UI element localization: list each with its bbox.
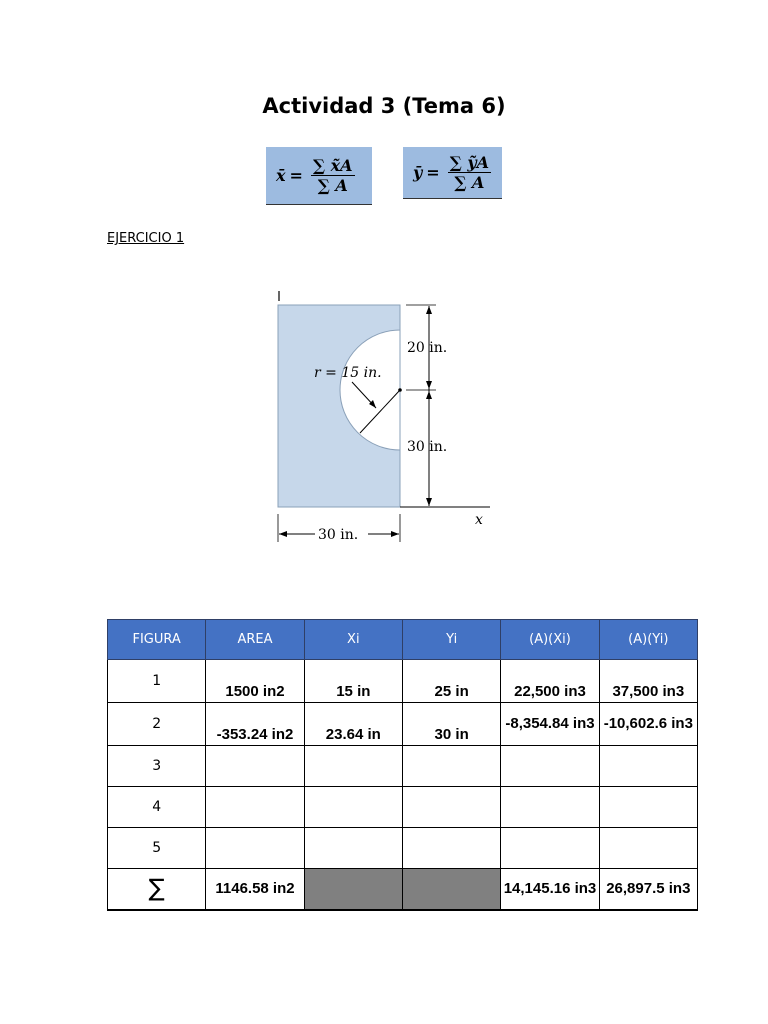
cell-area: 1500 in2 (206, 660, 304, 703)
exercise-heading: EJERCICIO 1 (107, 231, 185, 246)
table-row (108, 787, 698, 828)
shape-diagram (268, 288, 508, 548)
header-xi: Xi (304, 620, 402, 660)
cell-yi (402, 787, 500, 828)
centroid-table (107, 619, 698, 911)
cell-xi: 23.64 in (304, 703, 402, 746)
arrow-bottom (426, 498, 432, 506)
centroid-y-formula (403, 147, 502, 199)
arrow-left (279, 531, 287, 537)
cell-area (206, 787, 304, 828)
table-row (108, 703, 698, 746)
cell-ayi: -10,602.6 in3 (599, 703, 697, 746)
cell-area: -353.24 in2 (206, 703, 304, 746)
formula-y-numerator: ∑ ỹA (449, 153, 490, 172)
arrow-mid-up (426, 381, 432, 389)
formula-x-fraction (311, 156, 355, 195)
formula-x-numerator: ∑ x̃A (312, 156, 353, 175)
sum-ayi: 26,897.5 in3 (599, 869, 697, 911)
cell-area (206, 746, 304, 787)
cell-ayi (599, 746, 697, 787)
sum-axi: 14,145.16 in3 (501, 869, 599, 911)
radius-label: r = 15 in. (314, 365, 382, 381)
formula-y-fraction (448, 153, 491, 192)
row-index: 1 (108, 660, 206, 703)
sum-row (108, 869, 698, 911)
formula-x-eq: = (289, 166, 303, 185)
arrow-mid-down (426, 391, 432, 399)
header-yi: Yi (402, 620, 500, 660)
cell-yi: 25 in (402, 660, 500, 703)
dim-width-label: 30 in. (318, 527, 359, 543)
formula-y-eq: = (426, 163, 440, 182)
cell-ayi (599, 787, 697, 828)
cell-xi (304, 746, 402, 787)
cell-axi: -8,354.84 in3 (501, 703, 599, 746)
cell-axi (501, 787, 599, 828)
cell-yi: 30 in (402, 703, 500, 746)
cell-yi (402, 828, 500, 869)
plate-shape (278, 305, 400, 507)
cell-axi (501, 746, 599, 787)
row-index: 4 (108, 787, 206, 828)
formula-y-lhs: ȳ (413, 163, 423, 182)
cell-xi (304, 787, 402, 828)
sigma-symbol: ∑ (108, 869, 206, 911)
header-ayi: (A)(Yi) (599, 620, 697, 660)
row-index: 5 (108, 828, 206, 869)
formula-y-denominator: ∑ A (454, 173, 485, 192)
sum-yi-shaded (402, 869, 500, 911)
header-axi: (A)(Xi) (501, 620, 599, 660)
arrow-top (426, 306, 432, 314)
table-row (108, 746, 698, 787)
row-index: 2 (108, 703, 206, 746)
centroid-x-formula (266, 147, 372, 205)
cell-yi (402, 746, 500, 787)
row-index: 3 (108, 746, 206, 787)
formula-x-denominator: ∑ A (317, 176, 348, 195)
cell-xi: 15 in (304, 660, 402, 703)
cell-ayi (599, 828, 697, 869)
cell-axi: 22,500 in3 (501, 660, 599, 703)
cell-ayi: 37,500 in3 (599, 660, 697, 703)
cell-area (206, 828, 304, 869)
header-area: AREA (206, 620, 304, 660)
sum-xi-shaded (304, 869, 402, 911)
header-figura: FIGURA (108, 620, 206, 660)
cell-xi (304, 828, 402, 869)
arrow-right (391, 531, 399, 537)
sum-area: 1146.58 in2 (206, 869, 304, 911)
formula-x-lhs: x̄ (276, 166, 286, 185)
dim-top-label: 20 in. (407, 340, 448, 356)
dim-bottom-label: 30 in. (407, 439, 448, 455)
x-axis-label: x (475, 512, 483, 528)
table-row (108, 828, 698, 869)
table-header-row (108, 620, 698, 660)
cell-axi (501, 828, 599, 869)
table-row (108, 660, 698, 703)
page-title: Actividad 3 (Tema 6) (262, 94, 506, 118)
